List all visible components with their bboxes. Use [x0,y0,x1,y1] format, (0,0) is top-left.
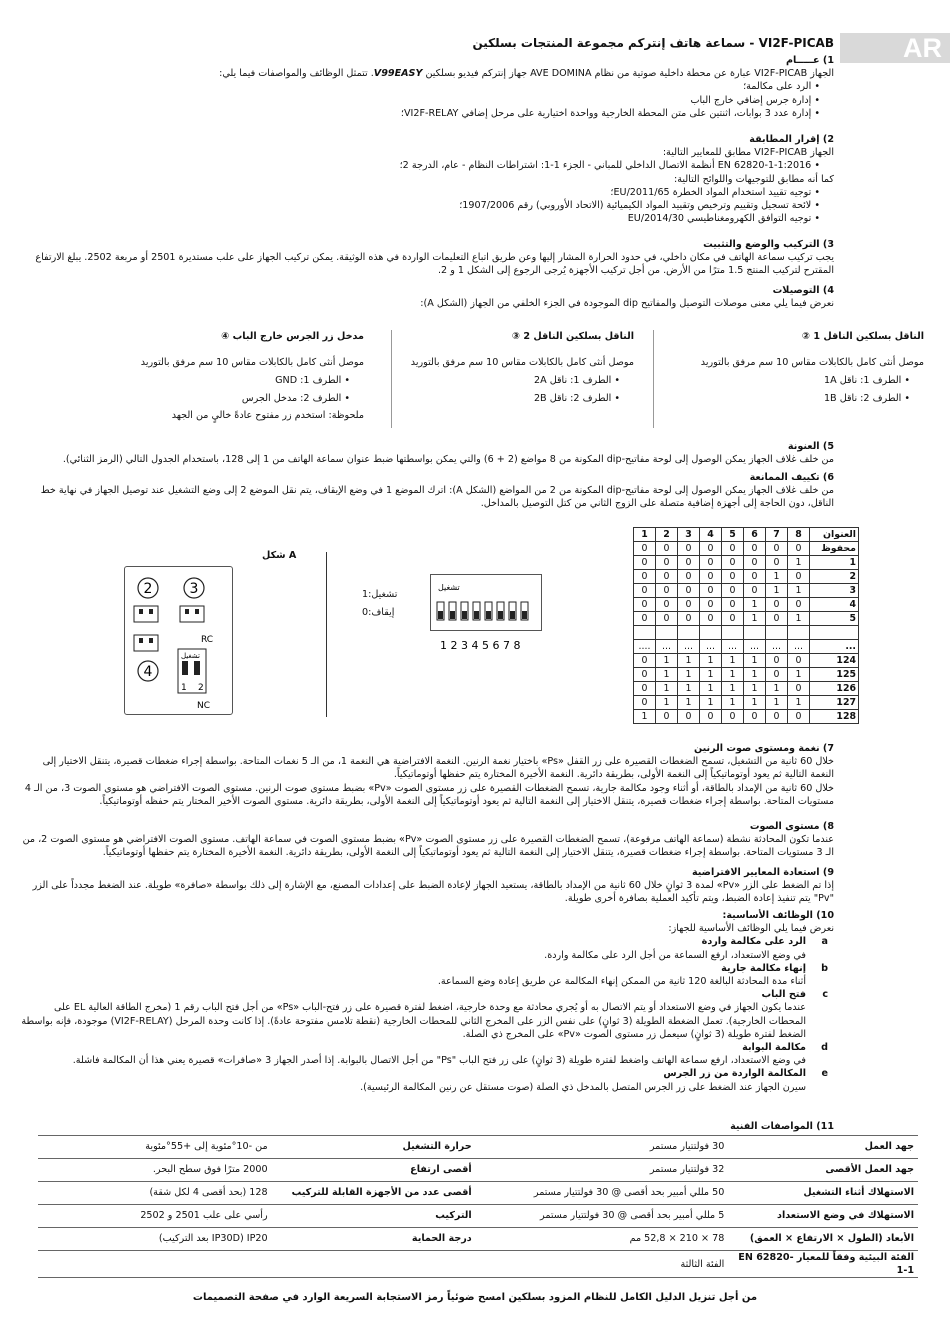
table-cell: ... [656,640,678,654]
table-cell: 0 [788,654,810,668]
function-item [20,1067,834,1093]
list-item: • لائحة تسجيل وتقييم وترخيص وتقييد المواد الكيميائية (الاتحاد الأوروبي) رقم 1907/2006؛ [38,199,820,212]
table-cell: 4 [700,528,722,542]
section-1-heading: 1) عـــــام [786,55,834,66]
table-cell: 1 [700,668,722,682]
conn-heading: الناقل بسلكين الناقل 1 ② [801,331,924,342]
function-item [20,962,834,988]
connector-4 [134,635,158,651]
table-cell: 8 [788,528,810,542]
table-cell: 0 [722,570,744,584]
table-cell: ... [744,640,766,654]
table-cell: 0 [766,612,788,626]
table-cell: 0 [744,542,766,556]
table-cell: 0 [788,682,810,696]
table-cell: 1 [788,584,810,598]
spec-value [38,1251,272,1278]
dip-off-label: إيقاف:0 [362,607,395,618]
section-3-heading: 3) التركيب والوضع والتثبيت [703,239,834,250]
function-letter: e [821,1068,828,1080]
table-row [634,584,859,598]
table-cell: 5 [810,612,859,626]
table-cell: 1 [788,668,810,682]
function-letter: c [822,989,828,1001]
dip-numbers: 1 2 3 4 5 6 7 8 [440,639,521,652]
section-1 [38,54,834,120]
table-cell: 0 [634,612,656,626]
table-cell: 0 [656,542,678,556]
spec-key [272,1251,476,1278]
connector-3 [180,606,204,622]
table-cell: 0 [634,696,656,710]
table-cell: 0 [722,584,744,598]
table-cell: 1 [766,682,788,696]
table-cell: 0 [788,570,810,584]
table-cell: 0 [722,556,744,570]
address-table [633,527,859,724]
table-cell: 3 [678,528,700,542]
spec-value: 32 فولتتيار مستمر [476,1159,729,1182]
connections-columns [8,330,924,428]
table-cell: 1 [678,682,700,696]
functions-list [20,935,834,1093]
spec-row [38,1251,918,1278]
function-item [20,1041,834,1067]
table-cell: محفوظ [810,542,859,556]
spec-value: 5 مللي أمبير بحد أقصى @ 30 فولتتيار مستمر [476,1205,729,1228]
section-5 [20,440,834,466]
dip-key-lever [498,611,503,619]
list-item: • الطرف 2: ناقل 1B [654,392,910,405]
table-cell: 0 [678,570,700,584]
table-cell: 0 [722,598,744,612]
spec-key: درجة الحماية [272,1228,476,1251]
table-cell: 0 [766,710,788,724]
table-cell: 2 [810,570,859,584]
dip-key-lever [522,611,527,619]
conn-desc: موصل أنثى كامل بالكابلات مقاس 10 سم مرفق بالتوريد [410,357,634,368]
label-2: 2 [143,581,153,597]
dip-top-label: تشغيل [438,583,460,592]
table-cell: 1 [656,696,678,710]
figure-a-title: شكل A [262,550,297,561]
table-cell: 0 [700,570,722,584]
spec-key: الاستهلاك أثناء التشغيل [728,1182,918,1205]
language-code: AR [903,33,942,63]
conn-column-bus1 [654,330,924,428]
spec-row [38,1228,918,1251]
table-cell: 1 [766,696,788,710]
table-cell: 0 [656,556,678,570]
function-heading: مكالمة البوابة [742,1042,806,1054]
section-5-heading: 5) العنونة [787,441,834,452]
table-cell: 0 [744,556,766,570]
conn-desc: موصل أنثى كامل بالكابلات مقاس 10 سم مرفق بالتوريد [140,357,364,368]
on-label: تشغيل [181,652,200,660]
dip-key-lever [462,611,467,619]
spec-value: رأسي على علب 2501 و 2502 [38,1205,272,1228]
section-8 [20,820,834,860]
connector-2 [134,606,158,622]
table-cell: 0 [766,654,788,668]
footer-note: من أجل تنزيل الدليل الكامل للنظام المزود بسلكين امسح ضوئياً رمز الاستجابة السريعة الوارد في صفحة التصميمات [192,1292,758,1303]
rc-label: RC [201,635,214,645]
section-2-text: الجهاز VI2F-PICAB مطابق للمعايير التالية: [662,147,834,159]
table-row [634,626,859,640]
list-item: • توجيه تقييد استخدام المواد الخطرة 2011/65/EU؛ [38,186,820,199]
table-cell: 2 [656,528,678,542]
table-cell: 7 [766,528,788,542]
table-cell: 0 [788,542,810,556]
table-cell: 1 [656,682,678,696]
table-cell [766,626,788,640]
table-cell [634,626,656,640]
section-6-text: من خلف غلاف الجهاز يمكن الوصول إلى لوحة مفاتيح-dip المكونة من 2 من المواضع (الشكل A): اترك الموضع 1 في وضع الإيقاف، يتم نقل الموضع 2 إلى وضع التشغيل عند توصيل الجهاز في نهاية خط الناقل، دون الحاجة إلى أجهزة إضافية متصلة على الزوج الثاني من كتل التوصيل بالمداخل. [40,485,834,510]
table-cell [722,626,744,640]
table-row [634,570,859,584]
section-6-heading: 6) تكييف الممانعة [749,472,834,483]
table-cell: 0 [634,668,656,682]
table-cell: 0 [766,542,788,556]
table-row [634,682,859,696]
table-cell: العنوان [810,528,859,542]
spec-value: 30 فولتتيار مستمر [476,1136,729,1159]
table-cell: 0 [722,710,744,724]
section-10 [20,909,834,1094]
table-cell: 1 [722,696,744,710]
table-cell: 1 [766,570,788,584]
table-cell: 1 [678,668,700,682]
table-cell: 1 [766,584,788,598]
table-cell: 4 [810,598,859,612]
table-row [634,612,859,626]
table-cell: 0 [678,542,700,556]
table-cell: 1 [744,696,766,710]
table-row [634,696,859,710]
list-item: • إدارة جرس إضافي خارج الباب [38,94,820,107]
section-4 [20,284,834,310]
dip-key-lever [510,611,515,619]
table-cell: ... [700,640,722,654]
table-cell: 0 [678,584,700,598]
section-10-text: نعرض فيما يلي الوظائف الأساسية للجهاز: [668,923,834,935]
table-cell: 1 [634,528,656,542]
table-cell: 6 [744,528,766,542]
list-item: • EN 62820-1-1:2016 أنظمة الاتصال الداخلي للمباني - الجزء 1-1: اشتراطات النظام - عام، الدرجة 2؛ [38,159,820,172]
table-cell: 0 [656,710,678,724]
table-cell: 0 [700,584,722,598]
spec-row [38,1159,918,1182]
table-cell: 3 [810,584,859,598]
table-cell: 0 [700,542,722,556]
function-heading: الرد على مكالمة واردة [701,936,806,948]
table-cell: 0 [722,612,744,626]
table-cell: 0 [722,542,744,556]
spec-row [38,1136,918,1159]
table-cell: 1 [788,696,810,710]
table-cell: 1 [788,556,810,570]
table-cell: 0 [700,612,722,626]
table-cell: 0 [766,668,788,682]
spec-value: 2000 مترًا فوق سطح البحر. [38,1159,272,1182]
table-cell: 125 [810,668,859,682]
table-cell: 1 [700,682,722,696]
dip-keys [437,602,528,620]
table-cell [788,626,810,640]
table-cell: 0 [634,682,656,696]
table-cell: 1 [788,612,810,626]
spec-key: حرارة التشغيل [272,1136,476,1159]
table-cell: 0 [766,598,788,612]
function-text: عندما يكون الجهاز في وضع الاستعداد أو يتم الاتصال به أو يُجري محادثة مع وحدة خارجية، اضغط لفترة قصيرة على زر فتح-الباب «Ps» من أجل فتح الباب رقم 1 (مخرج الطاقة العالية EL على المحطات الخارجية). تعمل الضغطة الطويلة (3 ثوانٍ) على نفس الزر على المخرج الثاني للمحطات الخارجية (نقطة تلامس مفتوحة عادةً). إذا كانت وحدة المرحل (VI2F-RELAY) موجودة، فإنه بواسطة الضغط لفترة طويلة (3 ثوانٍ) سيعمل زر مستوى الصوت «Pv» على المخرج ذي الصلة. [21,1002,806,1040]
pin-2-label: 2 [198,683,204,693]
section-7-text: خلال 60 ثانية من التشغيل، تسمح الضغطات القصيرة على زر القفل «Ps» باختيار نغمة الرنين. النغمة الافتراضية هي النغمة 1، من الـ 5 نغمات المتاحة. بواسطة إجراء ضغطات قصيرة، يتنقل الاختيار إلى النغمة التالية ثم يعود أوتوماتيكياً إلى النغمة الأولى، بطريقة دائرية. النغمة الأخيرة المختارة يتم حفظها أوتوماتيكياً. [42,756,834,781]
section-2 [38,133,834,225]
dip-switch-drawing [430,574,540,652]
dip-on-label: تشغيل:1 [362,589,398,600]
table-cell: ... [766,640,788,654]
spec-row [38,1205,918,1228]
table-cell: 0 [656,570,678,584]
list-item: • توجيه التوافق الكهرومغناطيسي 2014/30/EU [38,212,820,225]
table-row [634,556,859,570]
brand-logo-text: V99EASY [373,68,423,80]
section-1-list [38,80,834,120]
spec-value: 78 × 210 × 52,8 مم [476,1228,729,1251]
table-row [634,640,859,654]
table-cell: 0 [678,710,700,724]
language-tab [840,33,950,63]
function-text: أثناء مدة المحادثة البالغة 120 ثانية من الممكن إنهاء المكالمة عن طريق إعادة وضع السماعة. [437,976,806,988]
list-item: • الرد على مكالمة؛ [38,80,820,93]
section-9-heading: 9) استعادة المعايير الافتراضية [691,867,834,878]
table-cell: 1 [656,668,678,682]
spec-value: IP20 (IP30D بعد التركيب) [38,1228,272,1251]
table-cell: 1 [700,654,722,668]
list-item: • الطرف 1: ناقل 1A [654,374,910,387]
dip-key-lever [474,611,479,619]
spec-key: التركيب [272,1205,476,1228]
table-row [634,528,859,542]
table-cell [678,626,700,640]
label-3: 3 [189,581,199,597]
function-text: في وضع الاستعداد، ارفع سماعة الهاتف واضغط لفترة طويلة (3 ثوانٍ) على زر فتح الباب "Ps" من أجل الاتصال بالبوابة. إذا أصدر الجهاز 3 «صافرات» قصيرة يعني هذا أن المكالمة فاشلة. [72,1055,806,1067]
table-row [634,542,859,556]
function-letter: b [821,962,828,974]
table-cell: 0 [634,542,656,556]
section-9-text: إذا تم الضغط على الزر «Pv» لمدة 3 ثوانٍ خلال 60 ثانية من الإمداد بالطاقة، يستعيد الجهاز لإعادة الضبط على إعدادات المصنع، مع الإشارة إلى ذلك بواسطة «صافرة» طويلة. عند الضغط مجدداً على الزر "Pv" يتم تنفيذ إعادة الضبط، ويتم تأكيد العملية بصافرة أخرى طويلة. [32,880,834,905]
spec-key: أقصى ارتفاع [272,1159,476,1182]
table-cell: 1 [744,668,766,682]
section-9 [20,866,834,906]
table-cell: 1 [700,696,722,710]
section-5-text: من خلف غلاف الجهاز يمكن الوصول إلى لوحة مفاتيح-dip المكونة من 8 مواضع (2 + 6) والتي يمكن بواسطتها ضبط عنوان سماعة الهاتف من 1 إلى 128، باستخدام الجدول التالي (الرمز الثنائي). [62,454,834,466]
spec-value: 50 مللي أمبير بحد أقصى @ 30 فولتتيار مستمر [476,1182,729,1205]
column-divider [653,330,654,428]
table-cell [700,626,722,640]
label-4: 4 [143,664,153,680]
list-item: • الطرف 2: مدخل الجرس [94,392,350,405]
function-letter: d [821,1042,828,1054]
table-row [634,710,859,724]
table-cell: 1 [744,598,766,612]
spec-key: الأبعاد (الطول × الارتفاع × العمق) [728,1228,918,1251]
nc-label: NC [197,701,211,711]
table-cell: 1 [744,654,766,668]
table-row [634,654,859,668]
table-cell: 1 [810,556,859,570]
table-cell: 0 [656,598,678,612]
table-cell: 126 [810,682,859,696]
section-4-heading: 4) التوصيلات [772,285,834,296]
table-cell: 0 [678,598,700,612]
function-item [20,988,834,1041]
column-divider [391,330,392,428]
document-title [38,37,834,50]
table-cell [656,626,678,640]
section-11 [38,1120,834,1133]
table-cell: 5 [722,528,744,542]
pin-1-label: 1 [181,683,187,693]
function-item [20,935,834,961]
table-cell: 0 [634,598,656,612]
function-text: في وضع الاستعداد، ارفع السماعة من أجل الرد على مكالمة واردة. [544,949,806,961]
table-cell: .... [634,640,656,654]
section-7-text: خلال 60 ثانية من الإمداد بالطاقة، أو أثناء وجود مكالمة جارية، تسمح الضغطات القصيرة على زر مستوى الصوت «Pv» بضبط مستوى صوت الرنين. مستوى الصوت الافتراضي هو مستوى الصوت 3، من الـ 4 مستويات المتاحة. بواسطة إجراء ضغطات قصيرة، يتنقل الاختيار إلى النغمة التالية ثم يعود أوتوماتيكياً إلى النغمة الأولى، بطريقة دائرية. مستوى الصوت الأخير المختار يتم حفظه أوتوماتيكياً. [24,782,834,807]
table-cell: 0 [634,556,656,570]
list-item: • إدارة عدد 3 بوابات، اثنتين على متن المحطة الخارجية وواحدة اختيارية على مرحل إضافي VI2F-RELAY؛ [38,107,820,120]
table-cell [744,626,766,640]
section-7-heading: 7) نغمة ومستوى صوت الرنين [693,743,834,754]
table-cell: 1 [722,668,744,682]
spec-value: 128 (بحد أقصى 4 لكل شقة) [38,1182,272,1205]
section-2-text: كما أنه مطابق للتوجيهات واللوائح التالية: [673,173,834,185]
spec-key: جهد العمل [728,1136,918,1159]
conn-column-bus2 [374,330,634,428]
figure-divider [326,552,327,717]
section-4-text: نعرض فيما يلي معنى موصلات التوصيل والمفاتيح dip الموجودة في الجزء الخلفي من الجهاز (الشكل A): [420,298,834,310]
section-2-list [38,186,834,226]
list-item: • الطرف 1: GND [94,374,350,387]
table-cell: ... [810,640,859,654]
function-heading: إنهاء مكالمة جارية [721,962,806,974]
table-cell: 0 [700,710,722,724]
table-cell: 0 [788,598,810,612]
conn-note: ملحوظة: استخدم زر مفتوح عادةً خاليٍ من الجهد [171,409,364,421]
section-3-text: يجب تركيب سماعة الهاتف في مكان داخلي، في حدود الحرارة المشار إليها وعن طريق اتباع التعليمات الواردة في هذه الوثيقة. يمكن تركيب الجهاز على علب مستديرة 2501 أو مربعة 2502. يبلغ الارتفاع المقترح لتركيب المنتج 1.5 مترًا من الأرض. من أجل تركيب الأجهزة يُرجى الرجوع إلى الشكل 1 و 2. [35,252,834,277]
table-cell: 0 [744,710,766,724]
list-item: • الطرف 2: ناقل 2B [374,392,620,405]
spec-key: جهد العمل الأقصى [728,1159,918,1182]
table-cell: 1 [744,682,766,696]
table-cell: 128 [810,710,859,724]
table-cell: 1 [744,612,766,626]
table-cell: 0 [634,570,656,584]
dip-key-lever [486,611,491,619]
table-cell: 0 [678,556,700,570]
section-6 [20,471,834,511]
table-cell: ... [722,640,744,654]
table-cell: 0 [744,570,766,584]
section-7 [20,742,834,808]
section-1-intro: الجهاز VI2F-PICAB عبارة عن محطة داخلية صوتية من نظام AVE DOMINA جهاز إنتركم فيديو بسلكين V99EASY. تتمثل الوظائف والمواصفات فيما يلي: [219,68,834,80]
section-11-heading: 11) المواصفات الفنية [730,1121,834,1132]
table-cell: 0 [788,710,810,724]
function-text: سيرن الجهاز عند الضغط على زر الجرس المتصل بالمدخل ذي الصلة (صوت مستقل عن رنين المكالمة الرئيسية). [360,1081,806,1093]
spec-key: الاستهلاك في وضع الاستعداد [728,1205,918,1228]
table-cell: ... [678,640,700,654]
table-cell [810,626,859,640]
spec-key: أقصى عدد من الأجهزة القابلة للتركيب [272,1182,476,1205]
section-8-text: عندما تكون المحادثة نشطة (سماعة الهاتف مرفوعة)، تسمح الضغطات القصيرة على زر مستوى الصوت «Pv» بضبط مستوى الصوت في سماعة الهاتف. مستوى الصوت الافتراضي هو مستوى الصوت 2، من الـ 3 مستويات المتاحة. بواسطة إجراء ضغطات قصيرة، يتنقل الاختيار إلى النغمة التالية ثم يعود أوتوماتيكياً إلى النغمة الأولى، بطريقة دائرية. النغمة الأخيرة المختارة يتم حفظها أوتوماتيكياً. [22,834,834,859]
conn-column-bell [94,330,364,428]
table-cell: 0 [766,556,788,570]
conn-desc: موصل أنثى كامل بالكابلات مقاس 10 سم مرفق بالتوريد [700,357,924,368]
conn-heading: مدخل زر الجرس خارج الباب ④ [221,331,364,342]
section-10-heading: 10) الوظائف الأساسية: [722,910,834,921]
section-8-heading: 8) مستوى الصوت [749,821,834,832]
table-cell: 1 [678,696,700,710]
table-cell: 0 [744,584,766,598]
table-cell: 0 [678,612,700,626]
table-cell: 124 [810,654,859,668]
section-2-heading: 2) إقرار المطابقة [749,134,834,145]
table-cell: 127 [810,696,859,710]
spec-value: من -10°مئوية إلى +55°مئوية [38,1136,272,1159]
list-item: • الطرف 1: ناقل 2A [374,374,620,387]
spec-row [38,1182,918,1205]
title-text: VI2F-PICAB - سماعة هاتف إنتركم مجموعة المنتجات بسلكين [472,36,834,50]
table-cell: 1 [678,654,700,668]
spec-value: الفئة الثالثة [476,1251,729,1278]
section-3 [20,238,834,278]
spec-table [38,1135,918,1278]
table-row [634,668,859,682]
table-cell: 0 [700,556,722,570]
spec-key: الفئة البيئية وفقاً للمعيار EN 62820-1-1 [728,1251,918,1278]
dip-key-lever [450,611,455,619]
table-cell: 1 [634,710,656,724]
conn-heading: الناقل بسلكين الناقل 2 ③ [511,331,634,342]
function-heading: المكالمة الواردة من زر الجرس [663,1068,806,1080]
table-row [634,598,859,612]
table-cell: 1 [722,654,744,668]
table-cell: 0 [634,584,656,598]
table-cell: 0 [700,598,722,612]
figure-a-drawing [124,566,231,713]
table-cell: 1 [722,682,744,696]
table-cell: 0 [656,584,678,598]
function-letter: a [821,936,828,948]
table-cell: 0 [656,612,678,626]
table-cell: 1 [656,654,678,668]
table-cell: ... [788,640,810,654]
table-cell: 0 [634,654,656,668]
dip-key-lever [438,611,443,619]
function-heading: فتح الباب [761,989,806,1001]
